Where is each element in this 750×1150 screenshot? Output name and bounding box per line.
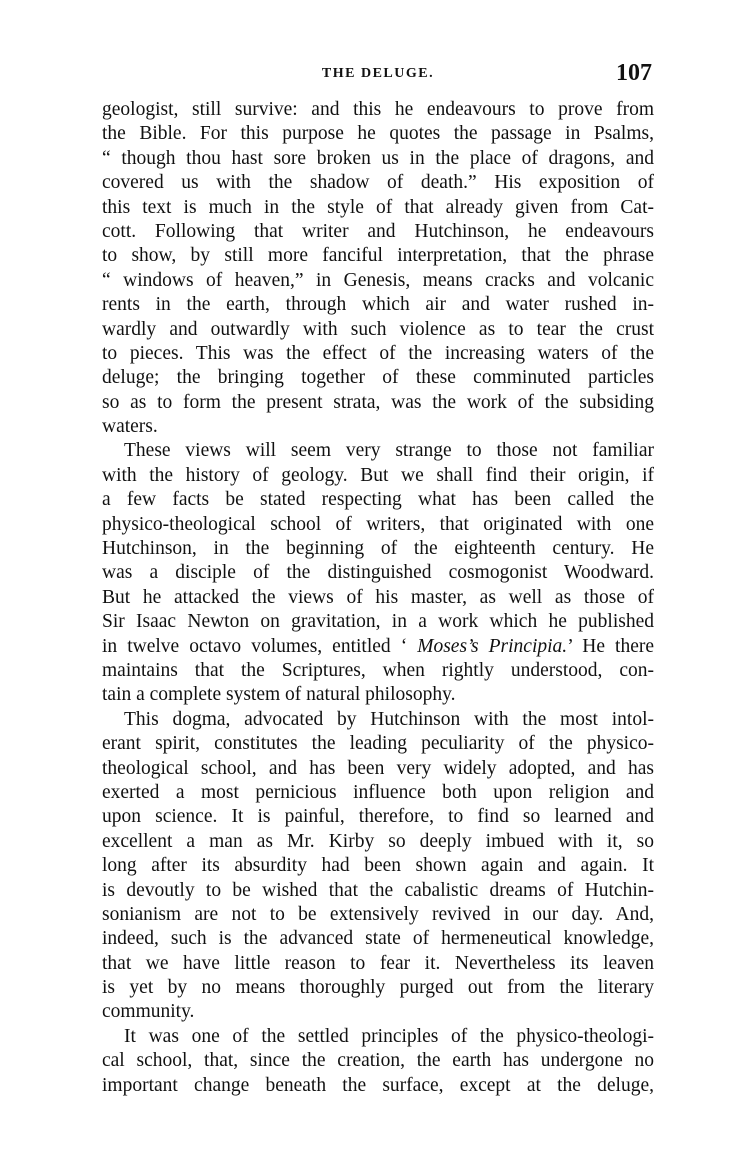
text-line: cott. Following that writer and Hutchinson, he endeavours (102, 220, 654, 242)
text-line: deluge; the bringing together of these comminuted particles (102, 367, 654, 389)
text-line: to pieces. This was the effect of the increasing waters of the (102, 342, 654, 364)
paragraph-start-line: It was one of the settled principles of the physico-theologi- (124, 1025, 654, 1047)
text-line: that we have little reason to fear it. Nevertheless its leaven (102, 952, 654, 974)
text-line: geologist, still survive: and this he endeavours to prove from (102, 99, 654, 120)
body-text (102, 98, 654, 1098)
text-line: “ windows of heaven,” in Genesis, means cracks and volcanic (102, 269, 654, 291)
text-line: erant spirit, constitutes the leading peculiarity of the physico- (102, 733, 654, 755)
paragraph-end-line: tain a complete system of natural philosophy. (102, 684, 456, 706)
text-line: “ though thou hast sore broken us in the place of dragons, and (102, 147, 654, 169)
text-line: maintains that the Scriptures, when rightly understood, con- (102, 659, 654, 681)
text-line: with the history of geology. But we shall find their origin, if (102, 464, 654, 486)
text-line: physico-theological school of writers, that originated with one (102, 513, 654, 535)
paragraph-start-line: These views will seem very strange to those not familiar (124, 440, 654, 462)
text-line: the Bible. For this purpose he quotes the passage in Psalms, (102, 123, 654, 145)
text-line: to show, by still more fanciful interpretation, that the phrase (102, 245, 654, 267)
text-line: covered us with the shadow of death.” His exposition of (102, 172, 654, 194)
paragraph-end-line: community. (102, 1001, 195, 1023)
text-line: exerted a most pernicious influence both upon religion and (102, 781, 654, 803)
text-line: upon science. It is painful, therefore, to find so learned and (102, 806, 654, 828)
text-line: But he attacked the views of his master, as well as those of (102, 586, 654, 608)
text-line-with-title: in twelve octavo volumes, entitled ‘ Moses’s Principia.’ He there (102, 635, 654, 657)
running-title: THE DELUGE. (321, 66, 435, 81)
running-head (102, 62, 654, 92)
text-line: a few facts be stated respecting what has been called the (102, 489, 654, 511)
text-line: indeed, such is the advanced state of hermeneutical knowledge, (102, 928, 654, 950)
text-line: theological school, and has been very widely adopted, and has (102, 757, 654, 779)
text-line: so as to form the present strata, was the work of the subsiding (102, 391, 654, 413)
text-line: wardly and outwardly with such violence as to tear the crust (102, 318, 654, 340)
text-line: excellent a man as Mr. Kirby so deeply imbued with it, so (102, 830, 654, 852)
text-line: Hutchinson, in the beginning of the eighteenth century. He (102, 538, 654, 560)
text-line: important change beneath the surface, except at the deluge, (102, 1074, 654, 1096)
book-title: Moses’s Principia. (417, 635, 568, 657)
text-line: long after its absurdity had been shown again and again. It (102, 855, 654, 877)
text-line: is yet by no means thoroughly purged out from the literary (102, 977, 654, 999)
text-line: was a disciple of the distinguished cosmogonist Woodward. (102, 562, 654, 584)
text-line: this text is much in the style of that already given from Cat- (102, 196, 654, 218)
paragraph-start-line: This dogma, advocated by Hutchinson with the most intol- (124, 708, 654, 730)
text-line: Sir Isaac Newton on gravitation, in a work which he published (102, 611, 654, 633)
page-number: 107 (616, 60, 652, 86)
text-line: is devoutly to be wished that the cabalistic dreams of Hutchin- (102, 879, 654, 901)
text-line: cal school, that, since the creation, the earth has undergone no (102, 1050, 654, 1072)
paragraph-end-line: waters. (102, 416, 158, 438)
text-line: rents in the earth, through which air and water rushed in- (102, 294, 654, 316)
text-line: sonianism are not to be extensively revived in our day. And, (102, 903, 654, 925)
